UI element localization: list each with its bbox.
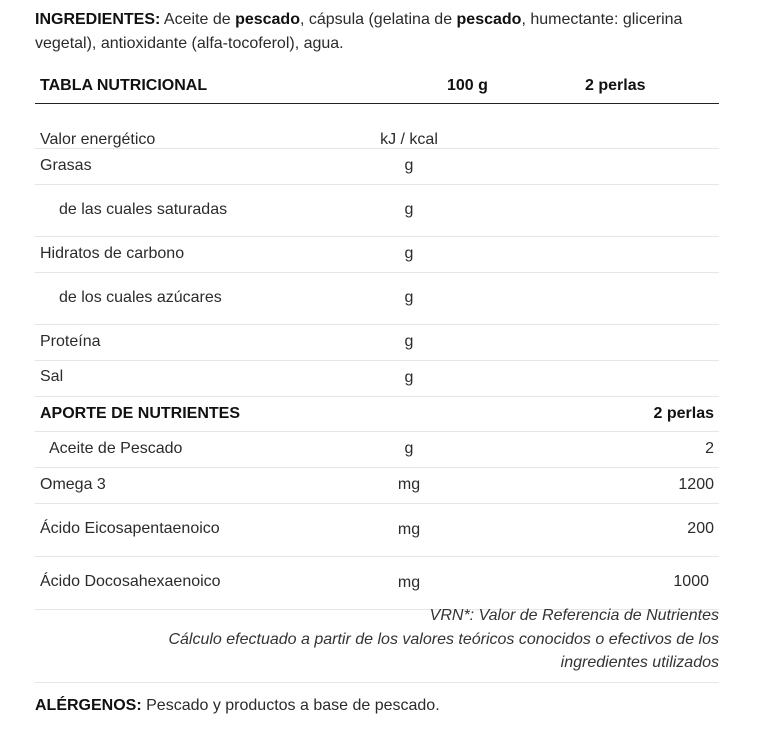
row-unit: g: [404, 333, 414, 350]
vrn-note: VRN*: Valor de Referencia de Nutrientes: [429, 607, 719, 624]
table-row: [35, 149, 719, 185]
row-unit: mg: [397, 574, 421, 591]
row-name: de las cuales saturadas: [59, 201, 228, 218]
row-name: Sal: [40, 368, 64, 385]
table-row: [35, 361, 719, 397]
allergens-text: Pescado y productos a base de pescado.: [141, 697, 440, 714]
nutrition-table-header: [35, 68, 719, 104]
row-name: Ácido Eicosapentaenoico: [40, 520, 220, 537]
table-row: [35, 557, 719, 610]
nutrition-table-title: TABLA NUTRICIONAL: [40, 77, 208, 94]
table-row: [35, 325, 719, 361]
row-value: 1000: [673, 573, 709, 590]
table-row: [35, 237, 719, 273]
footnotes: [99, 604, 719, 675]
col-header-100g: 100 g: [447, 77, 488, 94]
ingredients-highlight-2: pescado: [456, 11, 522, 28]
divider: [35, 682, 719, 683]
row-value: 1200: [678, 476, 714, 493]
ingredients-highlight-1: pescado: [235, 11, 300, 28]
row-unit: mg: [397, 521, 421, 538]
calc-note-line-2: ingredientes utilizados: [560, 654, 719, 671]
table-row: [35, 432, 719, 468]
row-name: Proteína: [40, 333, 101, 350]
nutrients-col-serving: 2 perlas: [653, 405, 714, 422]
table-row: [35, 468, 719, 504]
row-unit: kJ / kcal: [380, 131, 438, 148]
nutrients-title: APORTE DE NUTRIENTES: [40, 405, 241, 422]
nutrients-header-row: [35, 397, 719, 432]
row-name: de los cuales azúcares: [59, 289, 222, 306]
ingredients-label: INGREDIENTES:: [35, 11, 161, 28]
allergens-paragraph: [35, 697, 440, 715]
row-name: Aceite de Pescado: [49, 440, 183, 457]
row-name: Omega 3: [40, 476, 106, 493]
row-unit: g: [404, 289, 414, 306]
row-name: Hidratos de carbono: [40, 245, 185, 262]
table-row: [35, 273, 719, 325]
row-unit: g: [404, 157, 414, 174]
row-name: Ácido Docosahexaenoico: [40, 573, 221, 590]
allergens-label: ALÉRGENOS:: [35, 697, 142, 714]
nutrition-table: [35, 68, 719, 610]
table-row: [35, 114, 719, 149]
row-value: 200: [687, 520, 714, 537]
table-row: [35, 185, 719, 237]
calc-note-line-1: Cálculo efectuado a partir de los valores teóricos conocidos o efectivos de los: [168, 630, 719, 648]
table-row: [35, 504, 719, 557]
row-name: Grasas: [40, 157, 92, 174]
ingredients-paragraph: [35, 8, 725, 56]
row-unit: g: [404, 245, 414, 262]
row-name: Valor energético: [40, 131, 156, 148]
row-value: 2: [705, 440, 714, 457]
ingredients-text-3: , humectante: glicerina vegetal), antioxidante (alfa-tocoferol), agua.: [35, 11, 683, 52]
ingredients-text-1: Aceite de: [160, 11, 236, 28]
col-header-serving: 2 perlas: [585, 77, 646, 94]
row-unit: g: [404, 201, 414, 218]
row-unit: g: [404, 369, 414, 386]
row-unit: mg: [397, 476, 421, 493]
ingredients-text-2: , cápsula (gelatina de: [299, 11, 457, 28]
row-unit: g: [404, 440, 414, 457]
